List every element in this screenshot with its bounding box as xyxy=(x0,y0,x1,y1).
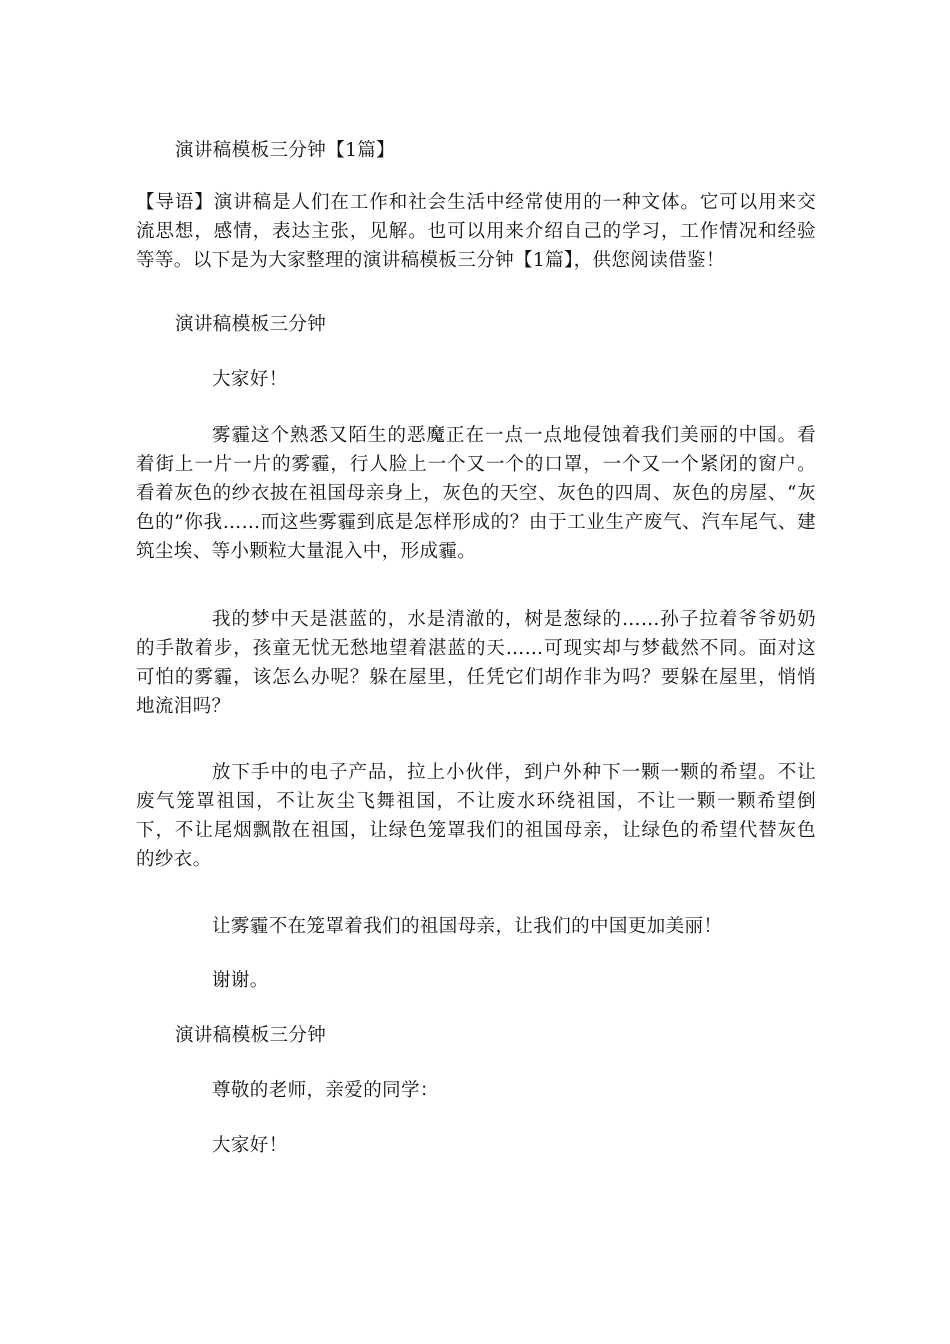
greeting-2: 大家好！ xyxy=(212,1135,288,1156)
document-title: 演讲稿模板三分钟【1篇】 xyxy=(175,140,396,161)
paragraph-dream: 我的梦中天是湛蓝的，水是清澈的，树是葱绿的……孙子拉着爷爷奶奶的手散着步，孩童无忧无愁地望着湛蓝的天……可现实却与梦截然不同。面对这可怕的雾霾，该怎么办呢？躲在屋里，任凭它们胡作非为吗？要躲在屋里，悄悄地流泪吗？ xyxy=(136,609,816,717)
intro-paragraph: 【导语】演讲稿是人们在工作和社会生活中经常使用的一种文体。它可以用来交流思想，感情，表达主张，见解。也可以用来介绍自己的学习，工作情况和经验等等。以下是为大家整理的演讲稿模板三分钟【1篇】，供您阅读借鉴！ xyxy=(136,192,816,271)
greeting-1: 大家好！ xyxy=(212,369,288,390)
salutation: 尊敬的老师，亲爱的同学： xyxy=(212,1080,439,1101)
paragraph-action: 放下手中的电子产品，拉上小伙伴，到户外种下一颗一颗的希望。不让废气笼罩祖国，不让灰尘飞舞祖国，不让废水环绕祖国，不让一颗一颗希望倒下，不让尾烟飘散在祖国，让绿色笼罩我们的祖国母亲，让绿色的希望代替灰色的纱衣。 xyxy=(136,762,816,870)
closing-thanks: 谢谢。 xyxy=(212,970,269,991)
section-heading-1: 演讲稿模板三分钟 xyxy=(175,314,327,335)
section-heading-2: 演讲稿模板三分钟 xyxy=(175,1025,327,1046)
paragraph-haze-intro: 雾霾这个熟悉又陌生的恶魔正在一点一点地侵蚀着我们美丽的中国。看着街上一片一片的雾霾，行人脸上一个又一个的口罩，一个又一个紧闭的窗户。看着灰色的纱衣披在祖国母亲身上，灰色的天空、灰色的四周、灰色的房屋、“灰色的”你我……而这些雾霾到底是怎样形成的？由于工业生产废气、汽车尾气、建筑尘埃、等小颗粒大量混入中，形成霾。 xyxy=(136,425,816,562)
paragraph-hope: 让雾霾不在笼罩着我们的祖国母亲，让我们的中国更加美丽！ xyxy=(212,916,723,937)
